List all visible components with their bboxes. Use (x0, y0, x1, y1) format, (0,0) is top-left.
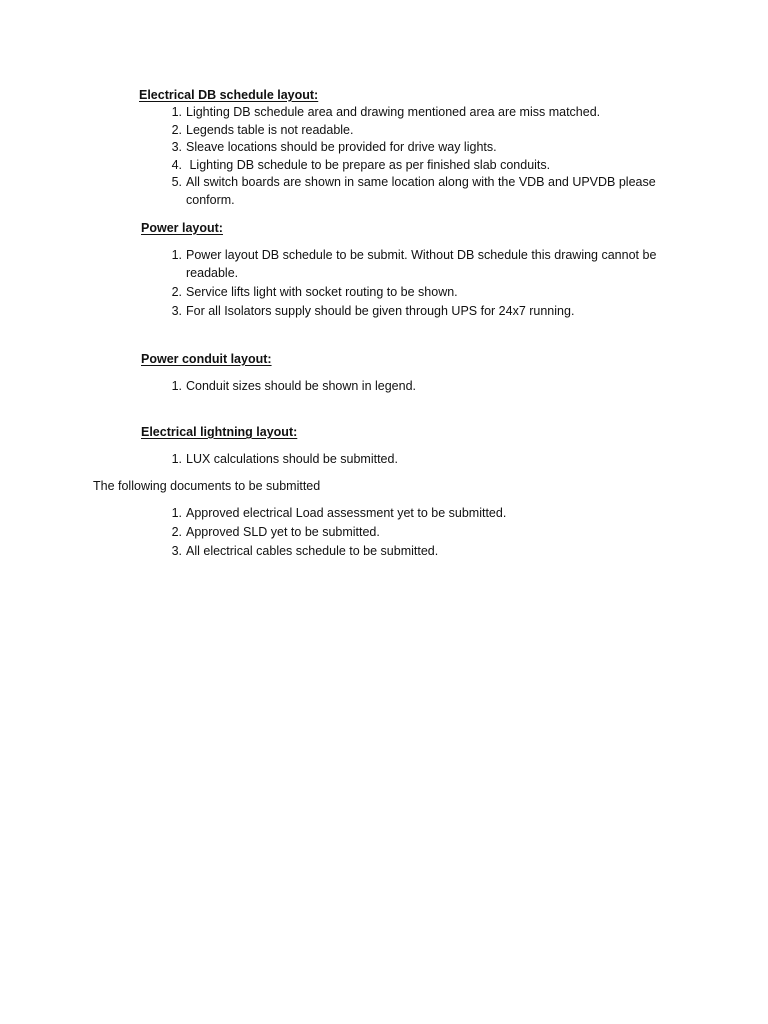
list-item: 1. Power layout DB schedule to be submit. Without DB schedule this drawing cannot be readable. (171, 248, 657, 280)
list-item: 3. Sleave locations should be provided for drive way lights. (171, 140, 497, 154)
documents-list (171, 505, 706, 562)
list-item: 1. LUX calculations should be submitted. (171, 452, 398, 466)
list-item: 2. Legends table is not readable. (171, 122, 354, 137)
section-heading-lightning-layout: Electrical lightning layout: (141, 425, 298, 439)
list-item: 5. All switch boards are shown in same location along with the VDB and UPVDB please conform. (171, 175, 656, 207)
section-heading-db-schedule: Electrical DB schedule layout: (139, 88, 319, 102)
list-item: 2. Service lifts light with socket routing to be shown. (171, 284, 458, 299)
documents-intro: The following documents to be submitted (93, 479, 321, 493)
power-conduit-list (171, 378, 706, 397)
list-item: 2. Approved SLD yet to be submitted. (171, 525, 380, 539)
list-item: 4. Lighting DB schedule to be prepare as per finished slab conduits. (171, 157, 551, 172)
db-schedule-list (171, 104, 686, 209)
list-item: 1. Approved electrical Load assessment yet to be submitted. (171, 506, 507, 520)
list-item: 1. Lighting DB schedule area and drawing mentioned area are miss matched. (171, 105, 601, 119)
section-heading-power-conduit: Power conduit layout: (141, 352, 272, 366)
list-item: 1. Conduit sizes should be shown in legend. (171, 379, 417, 393)
list-item: 3. All electrical cables schedule to be submitted. (171, 544, 439, 558)
power-layout-list (171, 247, 686, 322)
lightning-layout-list (171, 451, 706, 470)
list-item: 3. For all Isolators supply should be given through UPS for 24x7 running. (171, 303, 575, 318)
section-heading-power-layout: Power layout: (141, 221, 223, 235)
